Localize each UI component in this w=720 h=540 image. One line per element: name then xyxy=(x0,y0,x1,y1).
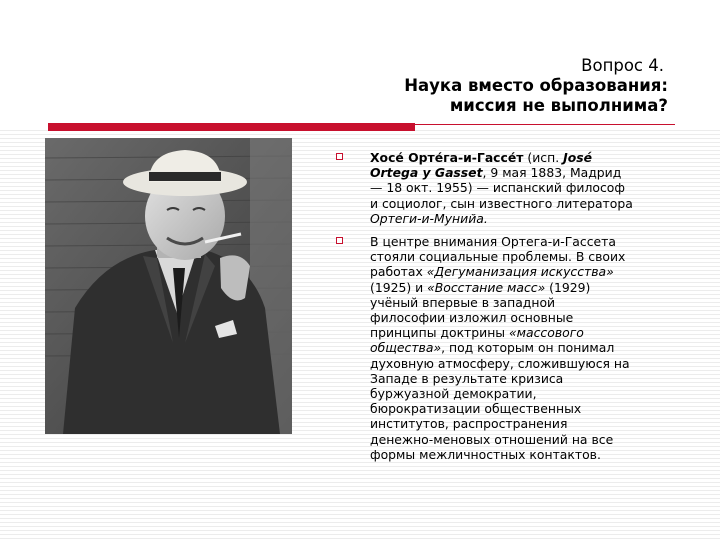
ideas-text-2: (1925) и xyxy=(370,279,428,295)
question-number: Вопрос 4. xyxy=(581,56,664,75)
biography-text: , 9 мая 1883, Мадрид — 18 окт. 1955) — испанский философ и социолог, сын известного литератора xyxy=(370,165,633,211)
portrait-illustration xyxy=(45,138,292,434)
bullet-square-icon xyxy=(336,237,343,244)
bullet-item-biography xyxy=(334,150,634,226)
name-russian: Хосе́ Орте́га-и-Гассе́т xyxy=(370,150,524,165)
bullet-list xyxy=(334,150,634,470)
title-underline-bar xyxy=(48,123,415,131)
ideas-text-3: (1929) учёный впервые в западной философии изложил основные принципы доктрины xyxy=(370,279,591,341)
paren-open-text: (исп. xyxy=(523,150,564,165)
title-line-1: Наука вместо образования: xyxy=(404,76,668,95)
work-title-1: «Дегуманизация искусства» xyxy=(426,264,614,280)
title-line-2: миссия не выполнима? xyxy=(449,96,668,115)
work-title-2: «Восстание масс» xyxy=(427,279,546,295)
title-underline-line xyxy=(415,124,675,125)
ideas-text-4: , под которым он понимал духовную атмосферу, сложившуюся на Западе в результате кризиса буржуазной демократии, бюрократизации общественных институтов, распространения денежно-меновых отношений на все формы межличностных контактов. xyxy=(370,340,630,462)
ideas-text-1: В центре внимания Ортега-и-Гассета стояли социальные проблемы. В своих работах xyxy=(370,234,626,280)
name-spanish: José Ortega y Gasset xyxy=(370,150,592,181)
bullet-square-icon xyxy=(336,153,343,160)
portrait-photo xyxy=(45,138,292,434)
slide-title xyxy=(404,56,668,116)
concept-mass-society: «массового общества» xyxy=(370,325,584,356)
father-name: Ортеги-и-Мунийа. xyxy=(370,210,488,226)
bullet-item-ideas xyxy=(334,234,634,462)
